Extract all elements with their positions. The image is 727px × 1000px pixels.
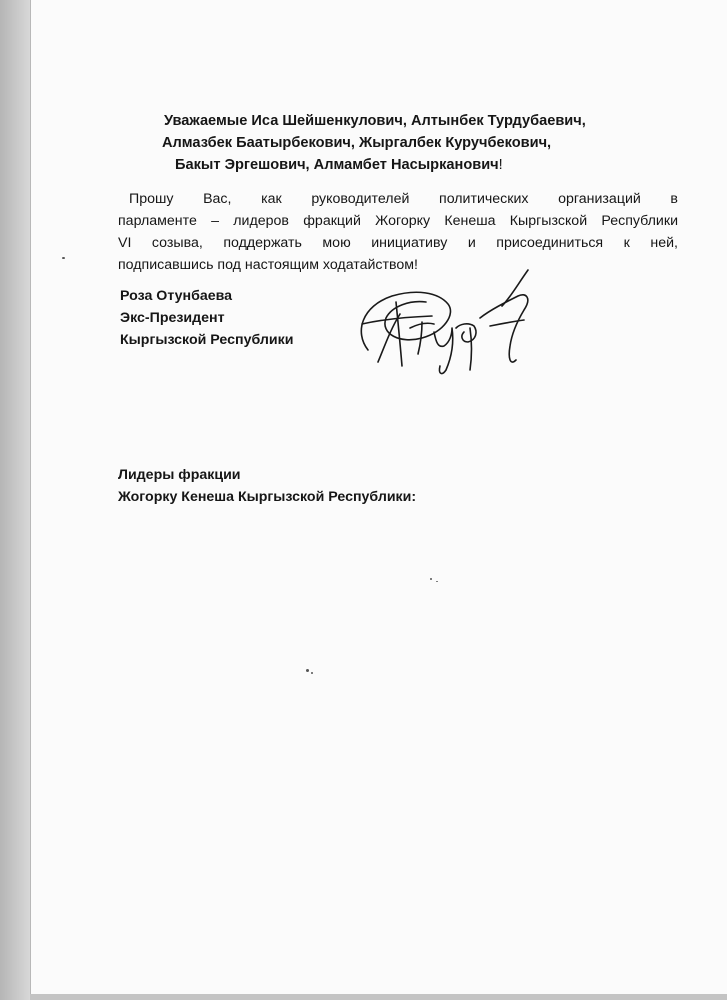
word: как — [261, 191, 282, 207]
handwritten-signature — [340, 262, 560, 392]
scan-speck — [436, 581, 438, 582]
word: организаций — [558, 191, 641, 207]
scan-speck — [62, 257, 65, 259]
word: присоединиться — [496, 235, 604, 251]
scan-speck — [430, 578, 432, 580]
word: Республики — [601, 213, 678, 229]
scan-speck — [311, 672, 313, 674]
word: Кенеша — [444, 213, 496, 229]
greeting-line-3-text: Бакыт Эргешович, Алмамбет Насырканович — [175, 157, 499, 173]
word: и — [467, 235, 476, 251]
word: лидеров — [233, 213, 289, 229]
word: поддержать — [223, 235, 302, 251]
signer-title: Экс-Президент — [120, 310, 225, 326]
signer-country: Кыргызской Республики — [120, 332, 294, 348]
word: парламенте — [118, 213, 197, 229]
word: Жогорку — [375, 213, 431, 229]
paragraph-line-2 — [118, 210, 678, 232]
word: инициативу — [371, 235, 448, 251]
signer-name: Роза Отунбаева — [120, 288, 233, 304]
greeting-line-2: Алмазбек Баатырбекович, Жыргалбек Куручбекович, — [162, 135, 552, 151]
paragraph-line-1 — [118, 188, 678, 210]
word: руководителей — [311, 191, 410, 207]
signer-block — [120, 285, 293, 351]
greeting-exclamation: ! — [498, 157, 503, 173]
scan-speck — [306, 669, 309, 672]
scan-edge-shadow — [0, 0, 30, 1000]
word: фракций — [303, 213, 361, 229]
word: VI — [118, 235, 132, 251]
word: Вас, — [203, 191, 232, 207]
greeting-line-1: Уважаемые Иса Шейшенкулович, Алтынбек Турдубаевич, — [164, 113, 586, 129]
greeting-line-3 — [175, 154, 503, 176]
word: ней, — [650, 235, 678, 251]
word: созыва, — [151, 235, 203, 251]
leaders-heading-line-1: Лидеры фракции — [118, 467, 241, 483]
word: в — [670, 191, 678, 207]
scan-bottom-edge — [30, 994, 727, 1000]
word: мою — [322, 235, 351, 251]
word: политических — [439, 191, 529, 207]
paragraph-line-3 — [118, 232, 678, 254]
word: Прошу — [129, 191, 174, 207]
word: – — [211, 213, 220, 229]
word: к — [623, 235, 630, 251]
word: подписавшись под настоящим ходатайством! — [118, 257, 418, 273]
leaders-heading-line-2: Жогорку Кенеша Кыргызской Республики: — [118, 489, 417, 505]
word: Кыргызской — [509, 213, 588, 229]
leaders-heading — [118, 464, 416, 508]
